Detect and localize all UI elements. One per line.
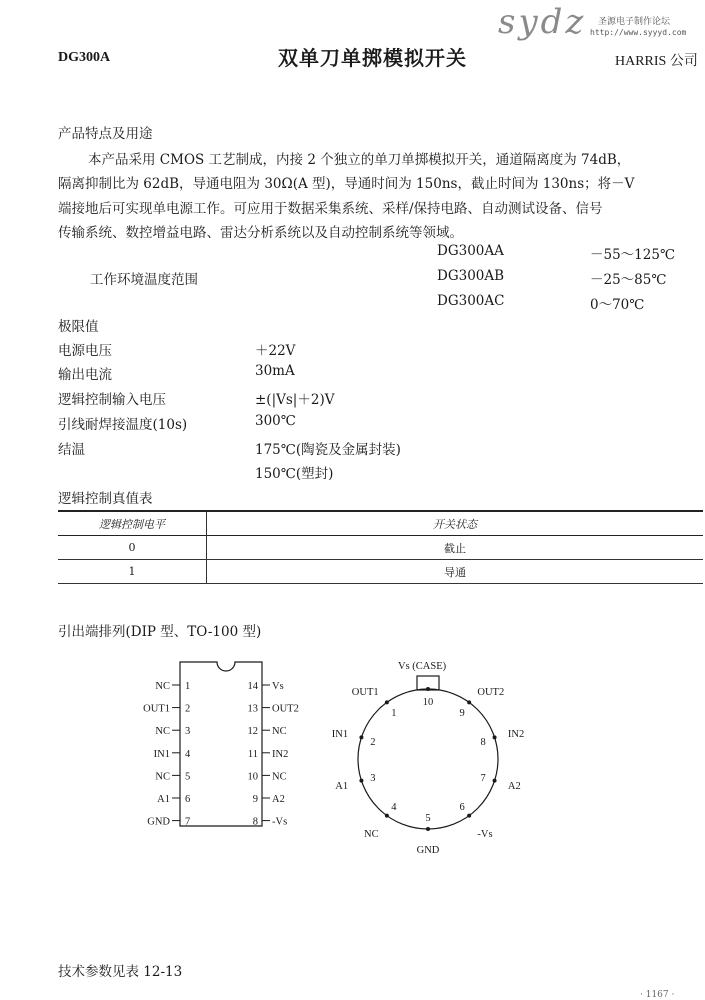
to100-pin-dot xyxy=(426,827,430,831)
pin-number: 9 xyxy=(252,794,258,805)
to100-pin-dot xyxy=(467,814,471,818)
limit-value: ±(|Vs|＋2)V xyxy=(255,392,335,408)
pin-name: GND xyxy=(147,816,170,828)
features-line: 传输系统、数控增益电路、雷达分析系统以及自动控制系统等领域。 xyxy=(58,224,463,241)
features-line: 端接地后可实现单电源工作。可应用于数据采集系统、采样/保持电路、自动测试设备、信号 xyxy=(58,200,603,217)
pin-name: NC xyxy=(364,828,379,840)
features-heading: 产品特点及用途 xyxy=(58,126,153,142)
footer-note: 技术参数见表 12-13 xyxy=(58,964,183,980)
to100-pin-dot xyxy=(493,735,497,739)
pin-name: NC xyxy=(155,681,170,692)
temp-range-label: 工作环境温度范围 xyxy=(90,272,198,288)
limit-value: 30mA xyxy=(255,363,295,379)
limit-value: 150℃(塑封) xyxy=(255,466,334,482)
to100-pin-dot xyxy=(493,779,497,783)
pin-number: 8 xyxy=(480,737,486,749)
watermark-forum-name: 圣源电子制作论坛 xyxy=(598,17,671,27)
pin-number: 10 xyxy=(422,697,434,708)
limits-heading: 极限值 xyxy=(58,319,99,335)
pin-name: A2 xyxy=(272,794,285,805)
limit-label: 电源电压 xyxy=(58,343,112,359)
temp-value: 0～70℃ xyxy=(590,297,645,313)
pin-number: 1 xyxy=(185,681,191,692)
table-cell: 导通 xyxy=(444,565,466,579)
dip-right-pins xyxy=(248,681,299,828)
column-header: 逻辑控制电平 xyxy=(58,511,207,536)
pin-name: GND xyxy=(416,845,440,856)
company-name: HARRIS 公司 xyxy=(615,54,698,69)
pin-name: OUT1 xyxy=(143,703,170,715)
to100-body xyxy=(358,689,498,829)
pin-number: 9 xyxy=(459,708,465,720)
pin-number: 8 xyxy=(252,816,258,828)
pin-number: 6 xyxy=(185,794,191,805)
features-line: 隔离抑制比为 62dB，导通电阻为 30Ω(A 型)，导通时间为 150ns，截止时间为 130ns；将－V xyxy=(58,176,635,193)
to100-pin-dot xyxy=(359,735,363,739)
watermark-url: http://www.syyyd.com xyxy=(590,28,687,37)
table-row xyxy=(58,560,703,584)
limit-value: ＋22V xyxy=(255,343,296,359)
pin-name: NC xyxy=(272,771,287,783)
to100-pins xyxy=(332,687,524,856)
pin-name: IN1 xyxy=(331,729,349,741)
pin-name: A2 xyxy=(507,780,521,792)
limit-label: 输出电流 xyxy=(58,367,112,383)
truth-table xyxy=(58,510,703,584)
watermark xyxy=(490,2,705,48)
pin-name: NC xyxy=(155,726,170,738)
pin-name: A1 xyxy=(157,794,170,805)
page-number: · 1167 · xyxy=(640,990,675,1000)
pin-name: OUT1 xyxy=(351,687,379,699)
pinout-heading: 引出端排列(DIP 型、TO-100 型) xyxy=(58,624,262,640)
to100-package xyxy=(332,661,524,856)
table-row xyxy=(58,536,703,560)
temp-model: DG300AA xyxy=(437,243,504,259)
table-cell: 0 xyxy=(58,536,207,560)
pin-number: 7 xyxy=(480,772,486,784)
pin-name: NC xyxy=(272,726,287,738)
pin-number: 12 xyxy=(247,726,258,738)
table-cell: 截止 xyxy=(444,541,466,555)
to100-case-label: Vs (CASE) xyxy=(398,661,447,672)
features-line: 本产品采用 CMOS 工艺制成，内接 2 个独立的单刀单掷模拟开关，通道隔离度为 74dB， xyxy=(88,152,631,168)
truth-table-header-row xyxy=(58,511,703,536)
pin-number: 2 xyxy=(185,703,191,715)
document-title: 双单刀单掷模拟开关 xyxy=(278,46,467,70)
features-paragraph xyxy=(58,148,705,245)
dip-left-pins xyxy=(143,681,191,828)
pin-number: 6 xyxy=(459,801,465,813)
temp-value: －25～85℃ xyxy=(590,272,667,288)
limit-label: 结温 xyxy=(58,442,85,458)
pin-number: 11 xyxy=(247,748,258,760)
pin-name: NC xyxy=(155,771,170,783)
pin-name: OUT2 xyxy=(477,687,505,699)
pin-number: 13 xyxy=(247,703,258,715)
pin-number: 7 xyxy=(185,816,191,828)
temp-value: －55～125℃ xyxy=(590,247,676,263)
truth-table-heading: 逻辑控制真值表 xyxy=(58,491,153,507)
temp-model: DG300AC xyxy=(437,293,505,309)
pinout-diagram xyxy=(0,650,705,856)
limit-label: 引线耐焊接温度(10s) xyxy=(58,417,188,433)
pin-name: IN1 xyxy=(153,748,170,760)
pin-name: IN2 xyxy=(272,748,289,760)
pin-name: IN2 xyxy=(507,729,525,741)
pin-number: 4 xyxy=(185,748,191,760)
pin-number: 3 xyxy=(185,726,191,738)
pin-name: -Vs xyxy=(477,828,493,840)
pin-name: -Vs xyxy=(272,816,288,828)
pin-number: 4 xyxy=(391,801,397,813)
to100-pin-dot xyxy=(359,779,363,783)
pin-number: 2 xyxy=(370,737,376,749)
watermark-logo: sydz xyxy=(498,2,587,42)
to100-pin-dot xyxy=(385,700,389,704)
part-number: DG300A xyxy=(58,50,111,65)
temp-model: DG300AB xyxy=(437,268,505,284)
column-header: 开关状态 xyxy=(433,517,477,531)
limit-value: 300℃ xyxy=(255,413,296,429)
limit-label: 逻辑控制输入电压 xyxy=(58,392,166,408)
pin-number: 14 xyxy=(247,681,258,692)
pin-name: OUT2 xyxy=(272,703,299,715)
to100-pin-dot xyxy=(385,814,389,818)
to100-pin-dot xyxy=(467,700,471,704)
pin-number: 1 xyxy=(391,708,397,720)
pin-number: 10 xyxy=(247,771,258,783)
table-cell: 1 xyxy=(58,560,207,584)
to100-pin-dot xyxy=(426,687,430,691)
pin-name: A1 xyxy=(335,780,349,792)
limit-value: 175℃(陶瓷及金属封装) xyxy=(255,442,401,458)
pin-name: Vs xyxy=(272,681,284,692)
pin-number: 5 xyxy=(185,771,191,783)
dip-package xyxy=(143,662,299,828)
pin-number: 3 xyxy=(370,772,376,784)
pin-number: 5 xyxy=(425,813,431,824)
